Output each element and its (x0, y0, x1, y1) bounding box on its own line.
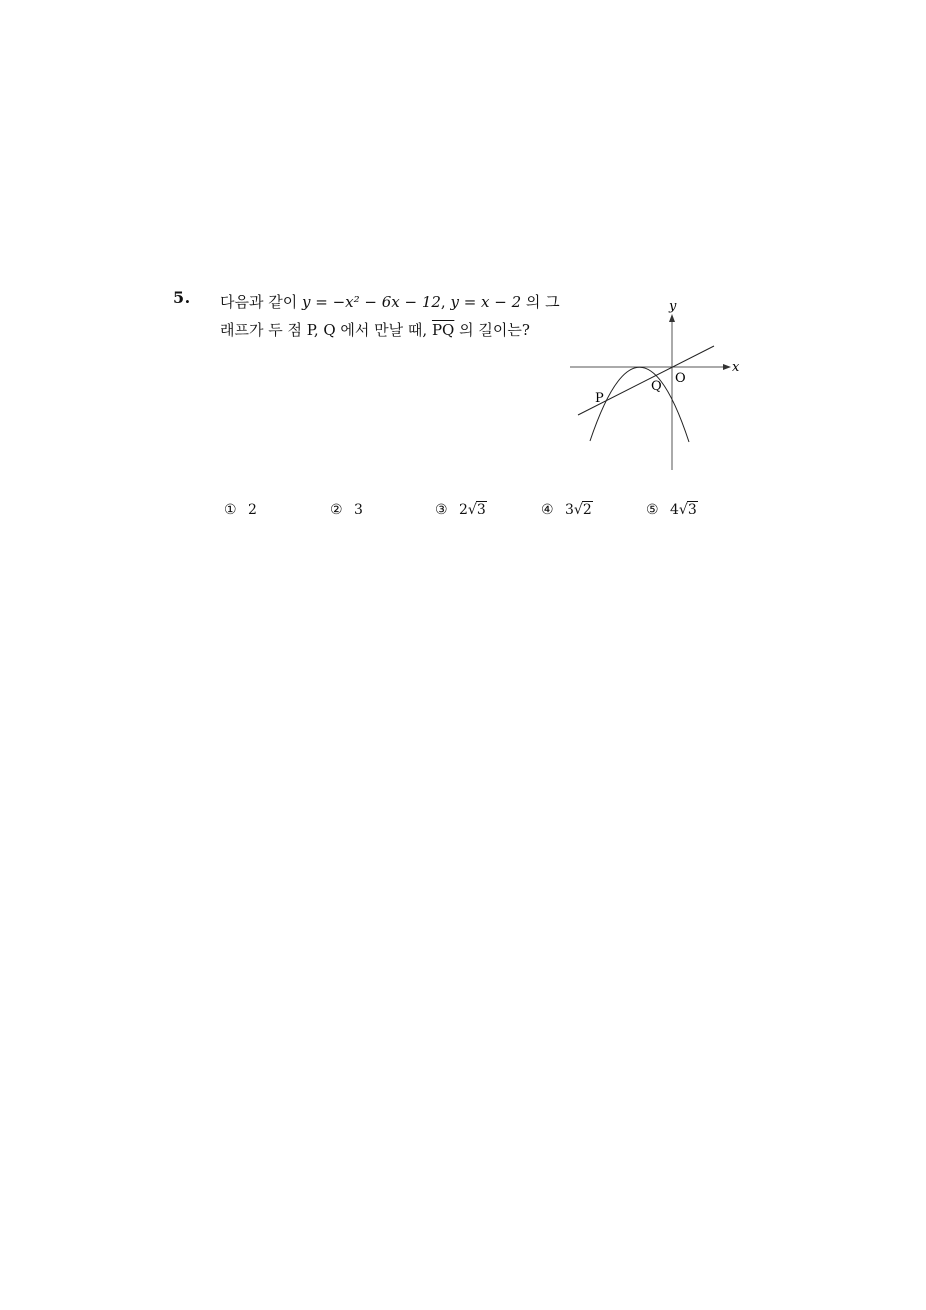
choice-1-marker: ① (224, 502, 237, 518)
choice-5-marker: ⑤ (646, 502, 659, 518)
choice-3-value (459, 502, 487, 518)
point-q-label: Q (651, 379, 662, 394)
sqrt-icon: √ (573, 502, 583, 518)
question-line-2 (220, 316, 565, 344)
choice-2-value: 3 (354, 502, 363, 518)
point-p-label: P (595, 391, 604, 406)
choice-2-marker: ② (330, 502, 343, 518)
problem-number: 5. (173, 288, 191, 307)
question-line2-suffix: 의 길이는? (454, 321, 530, 339)
choice-4-coefficient: 3 (565, 502, 574, 518)
question-line-1 (220, 288, 565, 316)
choice-4-marker: ④ (541, 502, 554, 518)
intersection-points: P, Q (306, 321, 336, 339)
question-line1-prefix: 다음과 같이 (220, 293, 302, 311)
choice-3-coefficient: 2 (459, 502, 468, 518)
question-line1-suffix: 의 그 (521, 293, 560, 311)
choice-1[interactable] (224, 502, 257, 518)
equation-line: y = x − 2 (450, 293, 522, 311)
question-line2-prefix: 래프가 두 점 (220, 321, 307, 339)
coordinate-graph (560, 298, 750, 478)
segment-pq: $\overline{PQ}$ (431, 321, 455, 339)
origin-label: O (675, 371, 686, 386)
y-axis-label: y (669, 299, 677, 314)
answer-choices (224, 502, 764, 528)
y-axis-arrow-icon (669, 314, 675, 322)
choice-5-coefficient: 4 (670, 502, 679, 518)
choice-1-value: 2 (248, 502, 257, 518)
choice-4[interactable] (541, 502, 593, 518)
choice-2[interactable] (330, 502, 363, 518)
x-axis-arrow-icon (723, 364, 731, 370)
choice-5-radicand: 3 (687, 502, 697, 518)
choice-3[interactable] (435, 502, 487, 518)
choice-4-value (565, 502, 593, 518)
sqrt-icon: √ (467, 502, 477, 518)
question-text (220, 288, 565, 344)
choice-3-radicand: 3 (476, 502, 486, 518)
choice-4-radicand: 2 (582, 502, 592, 518)
question-line2-mid: 에서 만날 때, (335, 321, 432, 339)
sqrt-icon: √ (678, 502, 688, 518)
choice-3-marker: ③ (435, 502, 448, 518)
equation-parabola: y = −x² − 6x − 12 (302, 293, 441, 311)
choice-5[interactable] (646, 502, 698, 518)
choice-5-value (670, 502, 698, 518)
equation-separator: , (440, 293, 451, 311)
x-axis-label: x (732, 360, 740, 375)
